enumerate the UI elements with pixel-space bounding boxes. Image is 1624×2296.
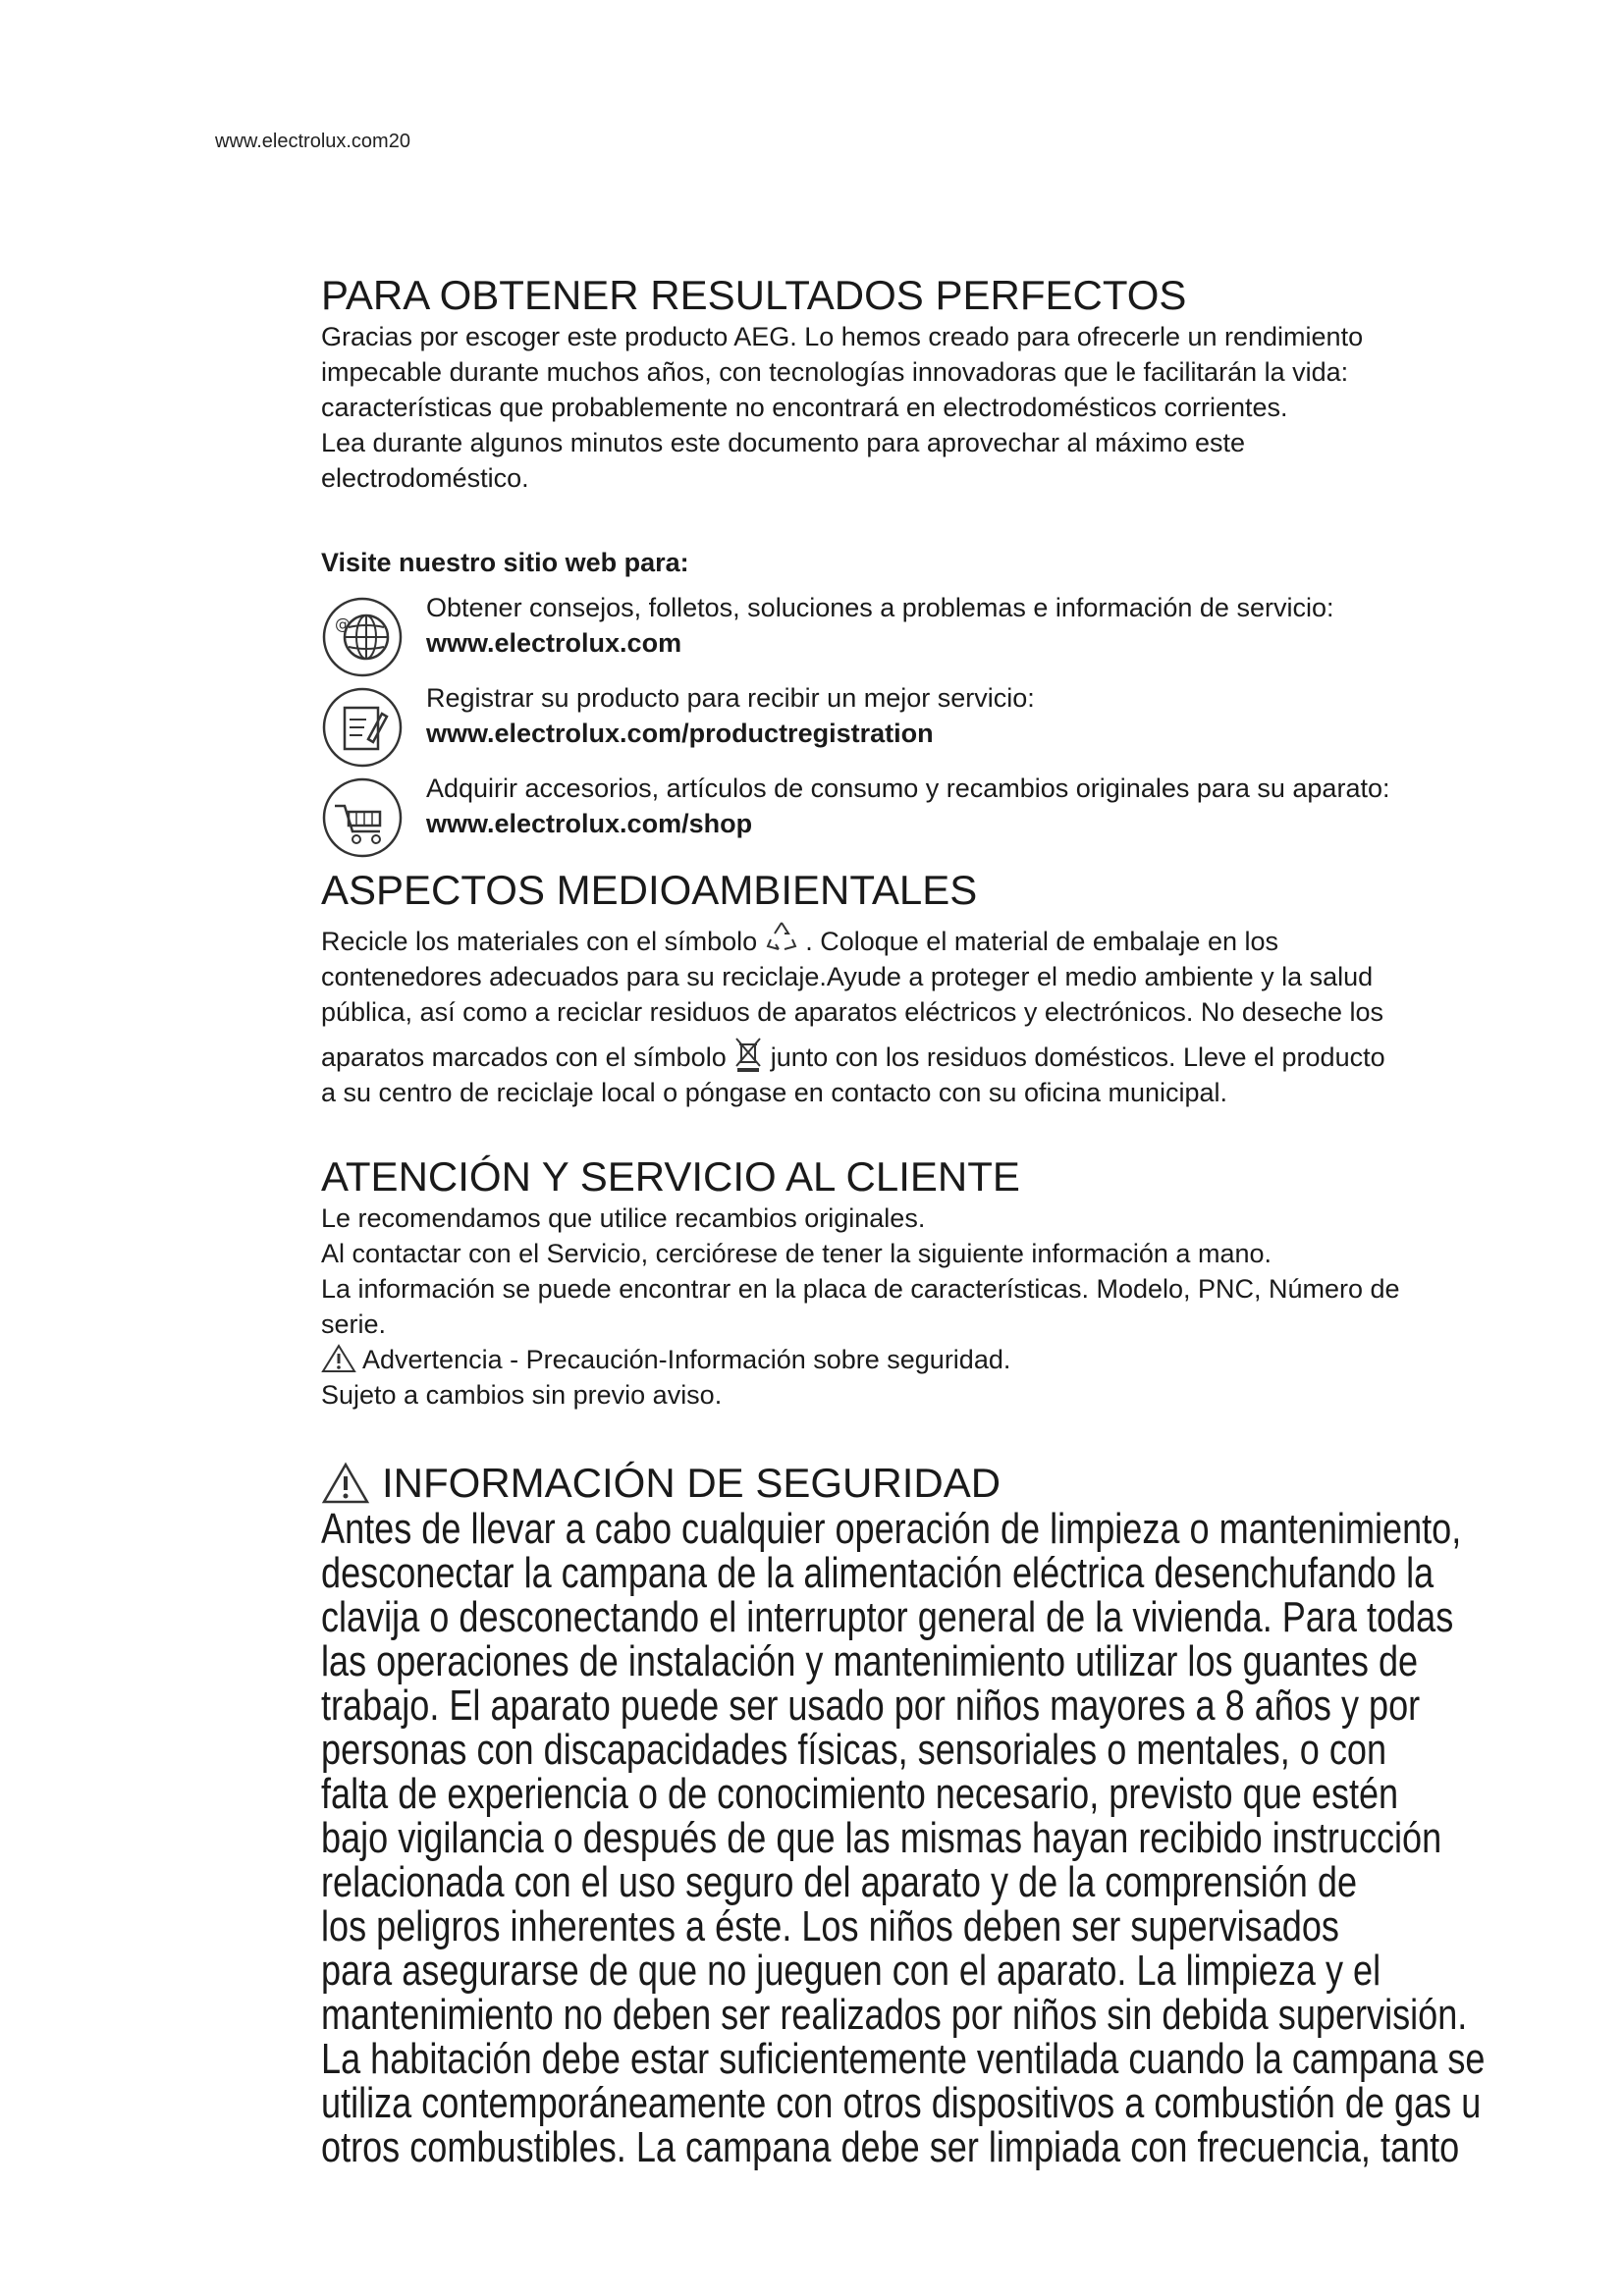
service-line: La información se puede encontrar en la placa de características. Modelo, PNC, Número de	[321, 1274, 1400, 1304]
intro-line: características que probablemente no encontrará en electrodomésticos corrientes.	[321, 393, 1288, 422]
safety-paragraph	[321, 1507, 1521, 2169]
visit-heading: Visite nuestro sitio web para:	[321, 548, 689, 577]
intro-line: Gracias por escoger este producto AEG. Lo hemos creado para ofrecerle un rendimiento	[321, 322, 1364, 351]
safety-line: personas con discapacidades físicas, sensoriales o mentales, o con	[321, 1726, 1387, 1774]
safety-line: clavija o desconectando el interruptor general de la vivienda. Para todas	[321, 1593, 1454, 1641]
intro-line: impecable durante muchos años, con tecnologías innovadoras que le facilitarán la vida:	[321, 357, 1349, 387]
visit-item-url[interactable]: www.electrolux.com/shop	[426, 809, 753, 838]
warning-text: Advertencia - Precaución-Información sobre seguridad.	[362, 1345, 1011, 1374]
safety-line: La habitación debe estar suficientemente ventilada cuando la campana se	[321, 2035, 1486, 2083]
recycle-icon	[765, 920, 798, 953]
svg-text:@: @	[335, 614, 351, 633]
visit-item-url[interactable]: www.electrolux.com/productregistration	[426, 719, 934, 748]
env-line1-pre: Recicle los materiales con el símbolo	[321, 927, 758, 956]
env-line: a su centro de reciclaje local o póngase en contacto con su oficina municipal.	[321, 1078, 1228, 1107]
visit-item-url[interactable]: www.electrolux.com	[426, 628, 682, 658]
env-line: pública, así como a reciclar residuos de aparatos eléctricos y electrónicos. No deseche los	[321, 997, 1384, 1027]
section-title-resultados: PARA OBTENER RESULTADOS PERFECTOS	[321, 272, 1187, 318]
section-title-medioambientales: ASPECTOS MEDIOAMBIENTALES	[321, 867, 978, 913]
crossed-bin-icon	[733, 1035, 763, 1074]
env-line	[321, 924, 1529, 959]
safety-line: relacionada con el uso seguro del aparato y de la comprensión de	[321, 1858, 1358, 1906]
safety-line: utiliza contemporáneamente con otros dispositivos a combustión de gas u	[321, 2079, 1482, 2127]
safety-line: otros combustibles. La campana debe ser limpiada con frecuencia, tanto	[321, 2123, 1460, 2171]
section-title-atencion: ATENCIÓN Y SERVICIO AL CLIENTE	[321, 1153, 1020, 1200]
visit-item-registration	[321, 680, 1529, 771]
service-line: Al contactar con el Servicio, cerciórese de tener la siguiente información a mano.	[321, 1239, 1272, 1268]
safety-line: los peligros inherentes a éste. Los niños deben ser supervisados	[321, 1902, 1339, 1950]
content	[321, 272, 1529, 2169]
safety-line: mantenimiento no deben ser realizados por niños sin debida supervisión.	[321, 1991, 1468, 2039]
warning-icon	[321, 1462, 370, 1505]
intro-line: electrodoméstico.	[321, 463, 529, 493]
env-line1-post: . Coloque el material de embalaje en los	[805, 927, 1278, 956]
service-line: Le recomendamos que utilice recambios originales.	[321, 1203, 926, 1233]
registration-icon	[321, 686, 404, 769]
visit-item-shop	[321, 771, 1529, 861]
visit-item-info	[321, 590, 1529, 680]
safety-line: trabajo. El aparato puede ser usado por niños mayores a 8 años y por	[321, 1682, 1421, 1730]
intro-line: Lea durante algunos minutos este documento para aprovechar al máximo este	[321, 428, 1246, 457]
section-title-seguridad: INFORMACIÓN DE SEGURIDAD	[382, 1460, 1001, 1506]
safety-line: bajo vigilancia o después de que las mismas hayan recibido instrucción	[321, 1814, 1442, 1862]
env-line	[321, 1040, 1529, 1075]
safety-line: Antes de llevar a cabo cualquier operación de limpieza o mantenimiento,	[321, 1505, 1462, 1553]
intro-paragraph	[321, 319, 1529, 496]
safety-line: para asegurarse de que no jueguen con el aparato. La limpieza y el	[321, 1947, 1381, 1995]
service-warning	[321, 1342, 1529, 1377]
env-line: contenedores adecuados para su reciclaje.Ayude a proteger el medio ambiente y la salud	[321, 962, 1374, 991]
warning-icon	[321, 1344, 356, 1373]
page-header: www.electrolux.com20	[215, 131, 410, 152]
env-line4-post: junto con los residuos domésticos. Lleve el producto	[770, 1042, 1385, 1072]
visit-item-text: Obtener consejos, folletos, soluciones a problemas e información de servicio:	[426, 593, 1334, 622]
safety-line: las operaciones de instalación y mantenimiento utilizar los guantes de	[321, 1637, 1419, 1685]
visit-item-text: Adquirir accesorios, artículos de consumo y recambios originales para su aparato:	[426, 774, 1390, 803]
env-line4-pre: aparatos marcados con el símbolo	[321, 1042, 727, 1072]
visit-item-text: Registrar su producto para recibir un mejor servicio:	[426, 683, 1035, 713]
safety-line: desconectar la campana de la alimentación eléctrica desenchufando la	[321, 1549, 1435, 1597]
safety-line: falta de experiencia o de conocimiento necesario, previsto que estén	[321, 1770, 1399, 1818]
globe-icon	[321, 596, 404, 678]
cart-icon	[321, 776, 404, 859]
service-line: serie.	[321, 1309, 387, 1339]
safety-heading	[321, 1460, 1529, 1507]
service-line: Sujeto a cambios sin previo aviso.	[321, 1380, 723, 1410]
